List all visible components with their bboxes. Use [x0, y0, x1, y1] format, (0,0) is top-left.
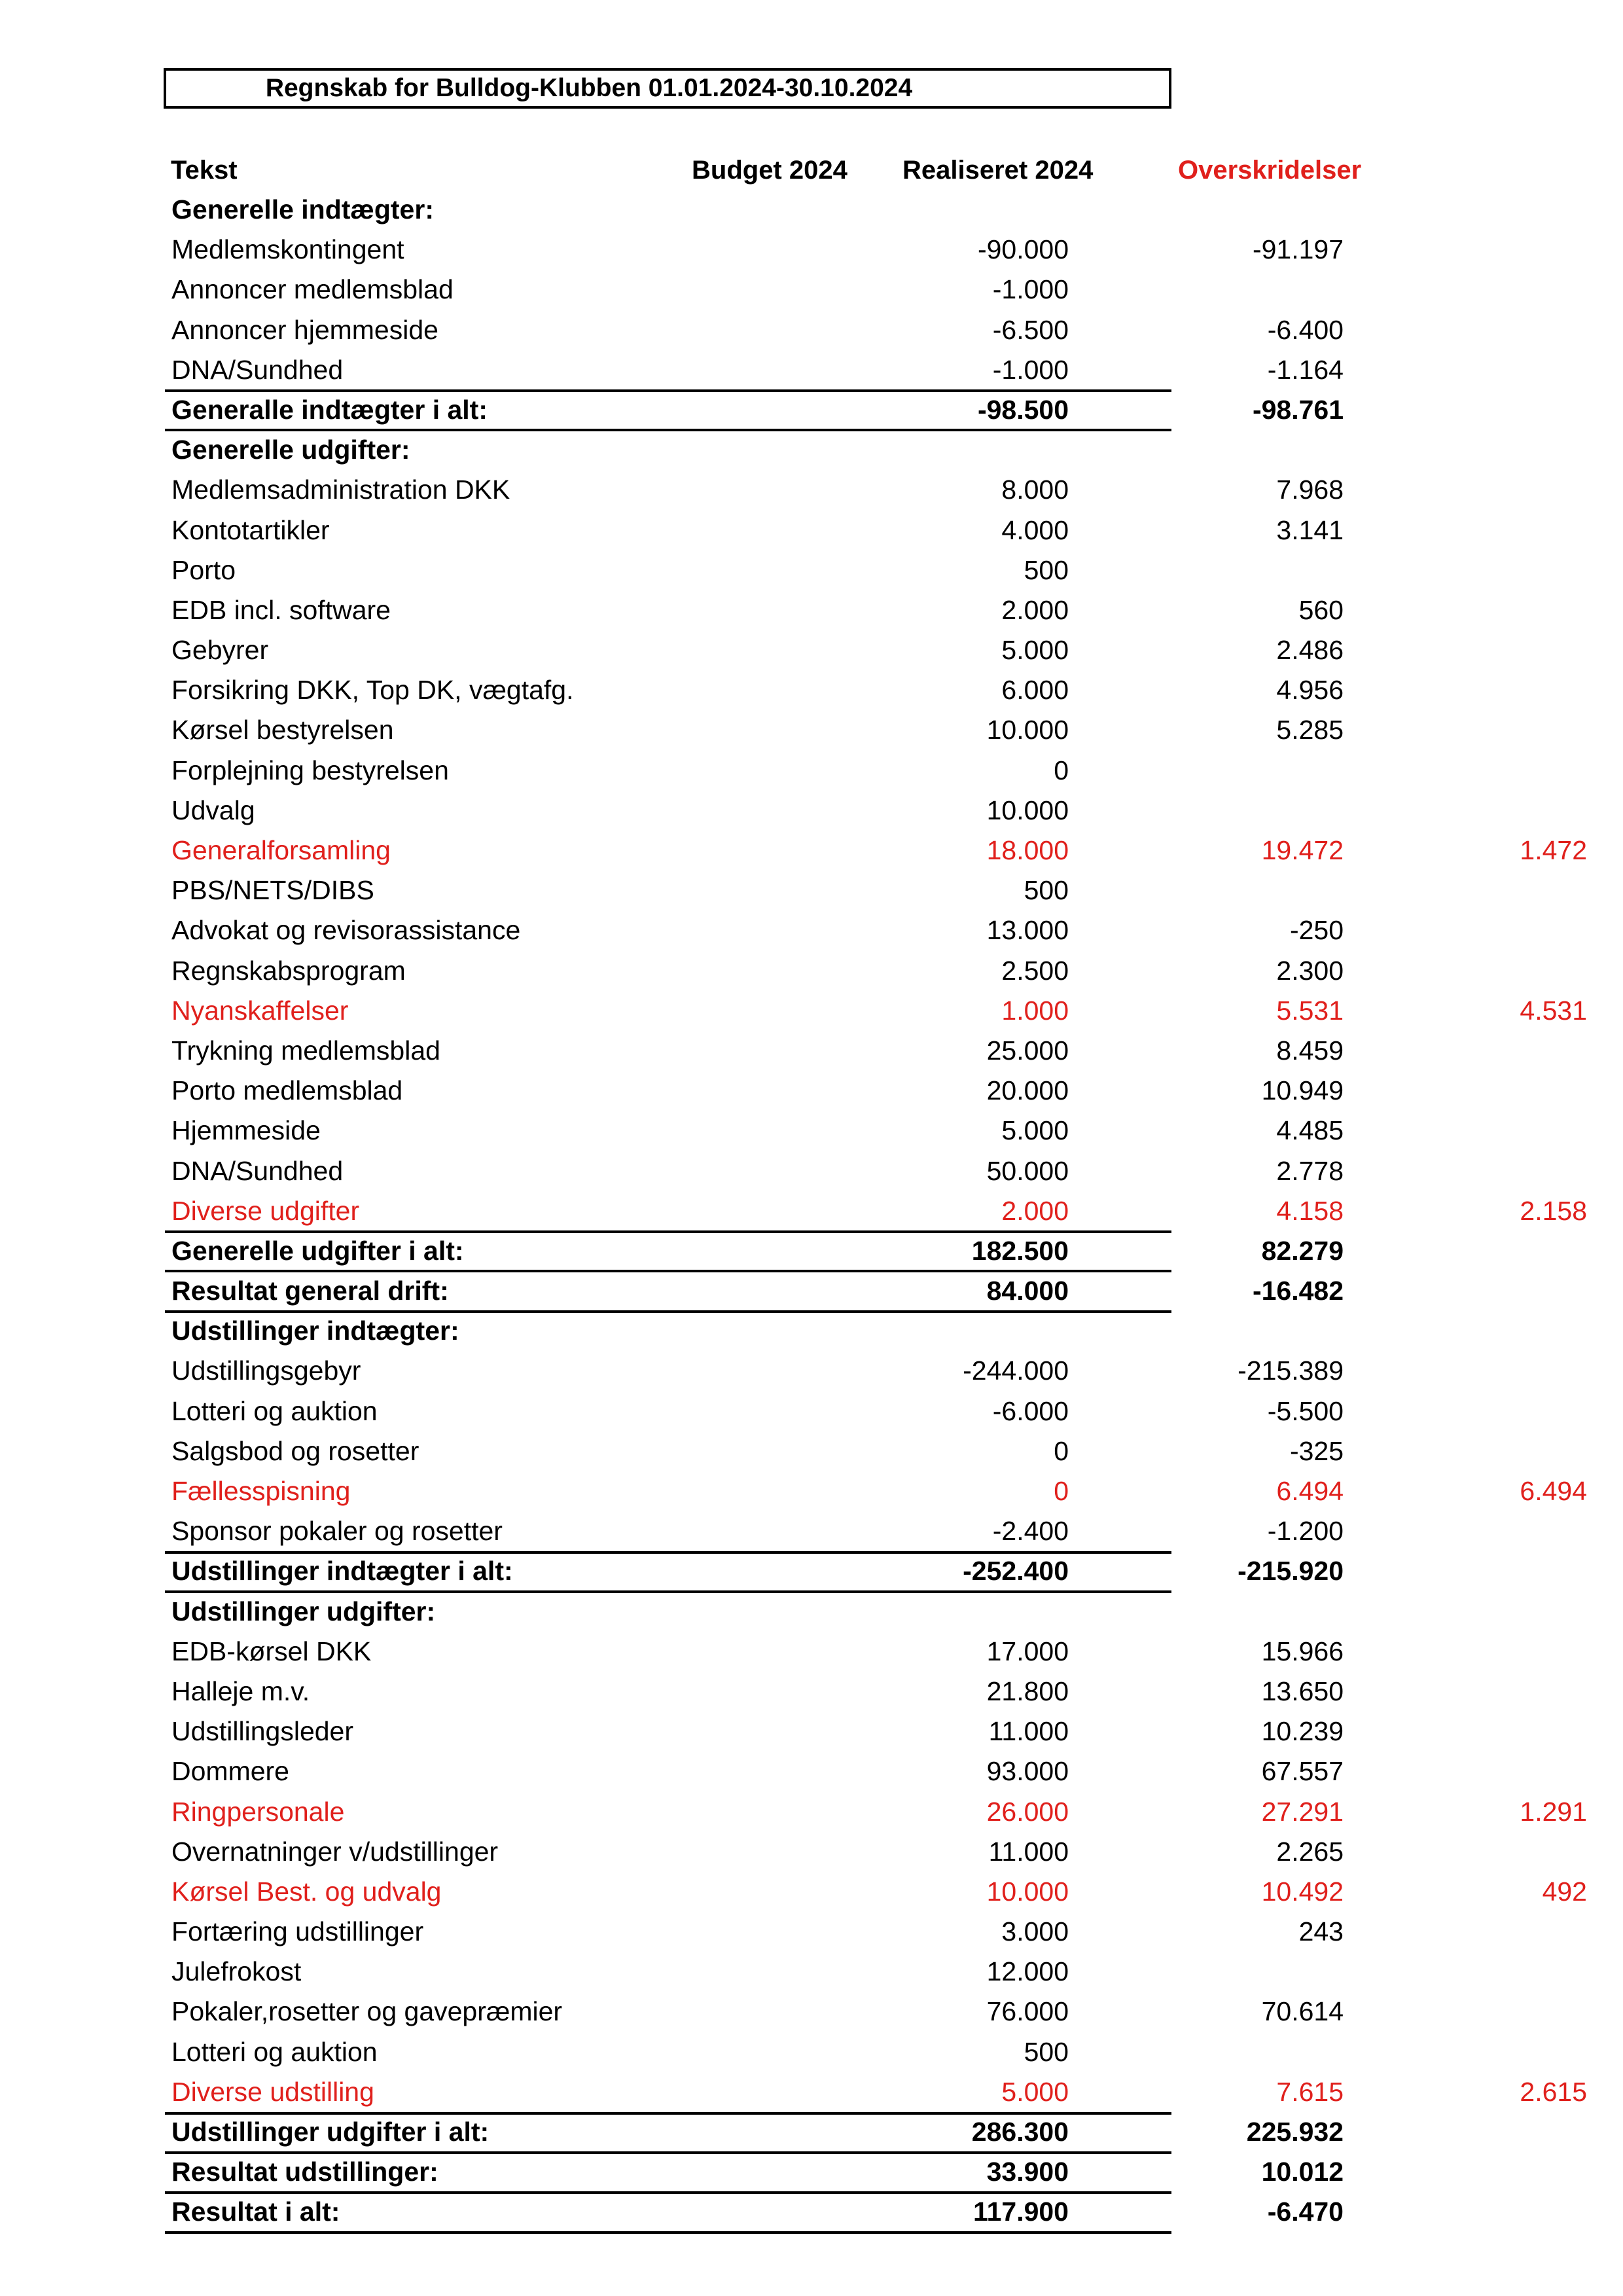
row-label: DNA/Sundhed — [171, 1155, 344, 1186]
budget-value: 500 — [1024, 875, 1069, 906]
row-label: Kontotartikler — [171, 514, 330, 545]
budget-value: 84.000 — [986, 1276, 1069, 1306]
budget-value: 3.000 — [1001, 1916, 1069, 1947]
rule-line — [165, 1590, 1171, 1593]
budget-value: -98.500 — [977, 394, 1069, 425]
budget-value: 182.500 — [971, 1235, 1069, 1266]
realiseret-value: 4.485 — [1276, 1115, 1344, 1146]
overskridelse-value: 2.615 — [1520, 2076, 1587, 2107]
realiseret-value: -215.389 — [1238, 1355, 1344, 1386]
table-row — [169, 1431, 1344, 1471]
table-row — [169, 791, 1216, 831]
budget-value: 286.300 — [971, 2117, 1069, 2147]
rule-line — [165, 2231, 1171, 2234]
realiseret-value: -215.920 — [1238, 1556, 1344, 1587]
budget-value: 13.000 — [986, 915, 1069, 946]
realiseret-value: -16.482 — [1252, 1276, 1344, 1306]
realiseret-value: 2.778 — [1276, 1155, 1344, 1186]
row-label: Udvalg — [171, 795, 255, 825]
budget-value: 33.900 — [986, 2157, 1069, 2187]
row-label: Forsikring DKK, Top DK, vægtafg. — [171, 675, 574, 706]
realiseret-value: 82.279 — [1261, 1235, 1344, 1266]
total-row — [169, 2112, 1344, 2152]
row-label: Hjemmeside — [171, 1115, 321, 1146]
realiseret-value: -250 — [1289, 915, 1344, 946]
realiseret-value: 15.966 — [1261, 1636, 1344, 1666]
budget-value: 20.000 — [986, 1075, 1069, 1106]
budget-value: 26.000 — [986, 1796, 1069, 1827]
realiseret-value: -98.761 — [1252, 394, 1344, 425]
realiseret-value: 10.239 — [1261, 1716, 1344, 1747]
table-row — [169, 2032, 1216, 2072]
table-row — [169, 1992, 1344, 2032]
overskridelse-value: 2.158 — [1520, 1195, 1587, 1226]
table-row — [169, 470, 1344, 510]
row-label: Diverse udstilling — [171, 2076, 374, 2107]
row-label: Diverse udgifter — [171, 1195, 360, 1226]
row-label: Overnatninger v/udstillinger — [171, 1836, 499, 1867]
table-row — [169, 1672, 1344, 1712]
realiseret-value: 2.265 — [1276, 1836, 1344, 1867]
row-label: Generalle indtægter i alt: — [171, 394, 488, 425]
realiseret-value: 560 — [1298, 594, 1344, 625]
table-row — [169, 1792, 1587, 1832]
budget-value: 6.000 — [1001, 675, 1069, 706]
table-row — [169, 1031, 1344, 1071]
realiseret-value: 10.492 — [1261, 1876, 1344, 1907]
realiseret-value: 243 — [1298, 1916, 1344, 1947]
budget-value: 11.000 — [988, 1836, 1069, 1867]
row-label: Gebyrer — [171, 635, 269, 666]
budget-value: 0 — [1054, 1435, 1069, 1466]
total-row — [169, 1271, 1344, 1311]
budget-value: 93.000 — [986, 1756, 1069, 1787]
budget-value: -90.000 — [977, 234, 1069, 265]
row-label: Porto medlemsblad — [171, 1075, 403, 1106]
section-heading-row — [169, 430, 1216, 470]
row-label: Lotteri og auktion — [171, 1395, 378, 1426]
budget-value: -1.000 — [992, 354, 1069, 385]
table-row — [169, 910, 1344, 950]
row-label: Generalforsamling — [171, 835, 391, 865]
table-row — [169, 1952, 1216, 1992]
budget-value: 4.000 — [1001, 514, 1069, 545]
table-row — [169, 1191, 1587, 1231]
realiseret-value: 67.557 — [1261, 1756, 1344, 1787]
table-row — [169, 1071, 1344, 1111]
header-tekst: Tekst — [171, 156, 238, 185]
table-row — [169, 1632, 1344, 1672]
row-label: Udstillinger udgifter i alt: — [171, 2117, 490, 2147]
rule-line — [165, 1310, 1171, 1313]
overskridelse-value: 4.531 — [1520, 995, 1587, 1026]
header-overskridelser: Overskridelser — [1178, 156, 1362, 185]
page-title: Regnskab for Bulldog-Klubben 01.01.2024-30.10.2024 — [265, 74, 913, 102]
row-label: Generelle udgifter i alt: — [171, 1235, 464, 1266]
row-label: Medlemskontingent — [171, 234, 404, 265]
realiseret-value: 13.650 — [1261, 1676, 1344, 1706]
row-label: Kørsel bestyrelsen — [171, 715, 394, 745]
table-row — [169, 831, 1587, 870]
realiseret-value: 2.300 — [1276, 955, 1344, 986]
table-row — [169, 870, 1216, 910]
row-label: Resultat udstillinger: — [171, 2157, 438, 2187]
section-heading-row — [169, 1592, 1216, 1632]
table-row — [169, 751, 1216, 791]
row-label: Pokaler,rosetter og gavepræmier — [171, 1996, 563, 2027]
budget-value: 0 — [1054, 1476, 1069, 1506]
realiseret-value: -325 — [1289, 1435, 1344, 1466]
realiseret-value: -91.197 — [1252, 234, 1344, 265]
realiseret-value: -1.200 — [1267, 1516, 1344, 1547]
table-row — [169, 511, 1344, 550]
row-label: Annoncer hjemmeside — [171, 314, 438, 345]
row-label: Udstillinger indtægter: — [171, 1316, 459, 1346]
budget-value: -6.000 — [992, 1395, 1069, 1426]
row-label: Ringpersonale — [171, 1796, 345, 1827]
realiseret-value: 27.291 — [1261, 1796, 1344, 1827]
budget-value: 10.000 — [986, 715, 1069, 745]
budget-value: 21.800 — [986, 1676, 1069, 1706]
row-label: EDB-kørsel DKK — [171, 1636, 372, 1666]
total-row — [169, 2152, 1344, 2192]
row-label: Fortæring udstillinger — [171, 1916, 424, 1947]
section-heading-row — [169, 190, 1216, 230]
budget-value: 1.000 — [1001, 995, 1069, 1026]
total-row — [169, 1231, 1344, 1271]
table-row — [169, 1391, 1344, 1431]
row-label: Advokat og revisorassistance — [171, 915, 521, 946]
rule-line — [165, 389, 1171, 392]
section-heading-row — [169, 1311, 1216, 1351]
table-row — [169, 951, 1344, 991]
realiseret-value: 8.459 — [1276, 1035, 1344, 1066]
rule-line — [165, 1230, 1171, 1233]
table-row — [169, 991, 1587, 1031]
row-label: Forplejning bestyrelsen — [171, 755, 449, 785]
budget-value: 500 — [1024, 2036, 1069, 2067]
table-row — [169, 1111, 1344, 1151]
budget-value: -6.500 — [992, 314, 1069, 345]
budget-value: -252.400 — [963, 1556, 1069, 1587]
total-row — [169, 2192, 1344, 2232]
row-label: Annoncer medlemsblad — [171, 274, 454, 305]
row-label: Fællesspisning — [171, 1476, 351, 1506]
budget-value: 0 — [1054, 755, 1069, 785]
table-row — [169, 1151, 1344, 1191]
realiseret-value: 6.494 — [1276, 1476, 1344, 1506]
realiseret-value: 7.968 — [1276, 475, 1344, 505]
budget-value: 76.000 — [986, 1996, 1069, 2027]
realiseret-value: 2.486 — [1276, 635, 1344, 666]
page-title-box — [164, 68, 1171, 109]
budget-value: 5.000 — [1001, 635, 1069, 666]
table-row — [169, 1912, 1344, 1952]
budget-value: 10.000 — [986, 795, 1069, 825]
budget-value: 18.000 — [986, 835, 1069, 865]
row-label: Nyanskaffelser — [171, 995, 349, 1026]
budget-value: 117.900 — [973, 2197, 1069, 2227]
table-row — [169, 350, 1344, 390]
table-row — [169, 1511, 1344, 1551]
row-label: Julefrokost — [171, 1956, 302, 1987]
budget-value: 2.000 — [1001, 594, 1069, 625]
overskridelse-value: 492 — [1542, 1876, 1587, 1907]
budget-value: 5.000 — [1001, 1115, 1069, 1146]
row-label: Medlemsadministration DKK — [171, 475, 510, 505]
row-label: Lotteri og auktion — [171, 2036, 378, 2067]
table-row — [169, 1832, 1344, 1872]
overskridelse-value: 1.472 — [1520, 835, 1587, 865]
row-label: Resultat general drift: — [171, 1276, 449, 1306]
realiseret-value: 10.949 — [1261, 1075, 1344, 1106]
row-label: Udstillinger udgifter: — [171, 1596, 436, 1626]
table-row — [169, 1351, 1344, 1391]
table-row — [169, 1712, 1344, 1751]
rule-line — [165, 2112, 1171, 2115]
table-row — [169, 1471, 1587, 1511]
budget-value: 500 — [1024, 554, 1069, 585]
realiseret-value: 4.956 — [1276, 675, 1344, 706]
row-label: Regnskabsprogram — [171, 955, 406, 986]
row-label: Kørsel Best. og udvalg — [171, 1876, 442, 1907]
row-label: PBS/NETS/DIBS — [171, 875, 374, 906]
budget-value: 10.000 — [986, 1876, 1069, 1907]
realiseret-value: -6.400 — [1267, 314, 1344, 345]
rule-line — [165, 2151, 1171, 2154]
budget-value: 5.000 — [1001, 2076, 1069, 2107]
budget-value: 2.500 — [1001, 955, 1069, 986]
table-row — [169, 1872, 1587, 1912]
rule-line — [165, 2191, 1171, 2194]
overskridelse-value: 1.291 — [1520, 1796, 1587, 1827]
row-label: Dommere — [171, 1756, 289, 1787]
row-label: Porto — [171, 554, 236, 585]
row-label: EDB incl. software — [171, 594, 391, 625]
table-row — [169, 230, 1344, 270]
row-label: Salgsbod og rosetter — [171, 1435, 419, 1466]
realiseret-value: -5.500 — [1267, 1395, 1344, 1426]
table-row — [169, 670, 1344, 710]
realiseret-value: 225.932 — [1246, 2117, 1344, 2147]
rule-line — [165, 429, 1171, 431]
realiseret-value: 19.472 — [1261, 835, 1344, 865]
realiseret-value: 3.141 — [1276, 514, 1344, 545]
header-realiseret: Realiseret 2024 — [902, 156, 1094, 185]
realiseret-value: 5.285 — [1276, 715, 1344, 745]
overskridelse-value: 6.494 — [1520, 1476, 1587, 1506]
realiseret-value: 70.614 — [1261, 1996, 1344, 2027]
budget-value: -1.000 — [992, 274, 1069, 305]
budget-value: 17.000 — [986, 1636, 1069, 1666]
row-label: Trykning medlemsblad — [171, 1035, 440, 1066]
row-label: Sponsor pokaler og rosetter — [171, 1516, 503, 1547]
table-row — [169, 1751, 1344, 1791]
table-row — [169, 590, 1344, 630]
row-label: Udstillingsleder — [171, 1716, 354, 1747]
header-budget: Budget 2024 — [692, 156, 847, 185]
budget-value: 50.000 — [986, 1155, 1069, 1186]
table-row — [169, 2072, 1587, 2112]
budget-value: 11.000 — [988, 1716, 1069, 1747]
realiseret-value: 7.615 — [1276, 2076, 1344, 2107]
row-label: Generelle udgifter: — [171, 435, 410, 465]
row-label: Generelle indtægter: — [171, 194, 434, 224]
table-row — [169, 550, 1216, 590]
budget-value: 2.000 — [1001, 1195, 1069, 1226]
realiseret-value: 4.158 — [1276, 1195, 1344, 1226]
budget-value: 12.000 — [986, 1956, 1069, 1987]
row-label: DNA/Sundhed — [171, 354, 344, 385]
budget-value: -244.000 — [963, 1355, 1069, 1386]
row-label: Halleje m.v. — [171, 1676, 310, 1706]
row-label: Udstillingsgebyr — [171, 1355, 361, 1386]
row-label: Resultat i alt: — [171, 2197, 340, 2227]
rule-line — [165, 1270, 1171, 1272]
row-label: Udstillinger indtægter i alt: — [171, 1556, 513, 1587]
rule-line — [165, 1551, 1171, 1554]
realiseret-value: -1.164 — [1267, 354, 1344, 385]
realiseret-value: 10.012 — [1261, 2157, 1344, 2187]
table-row — [169, 310, 1344, 350]
table-row — [169, 270, 1216, 310]
total-row — [169, 1551, 1344, 1591]
budget-value: 8.000 — [1001, 475, 1069, 505]
realiseret-value: -6.470 — [1267, 2197, 1344, 2227]
budget-value: 25.000 — [986, 1035, 1069, 1066]
realiseret-value: 5.531 — [1276, 995, 1344, 1026]
budget-value: -2.400 — [992, 1516, 1069, 1547]
ledger-table — [169, 190, 1587, 2233]
total-row — [169, 390, 1344, 430]
table-row — [169, 710, 1344, 750]
table-row — [169, 630, 1344, 670]
